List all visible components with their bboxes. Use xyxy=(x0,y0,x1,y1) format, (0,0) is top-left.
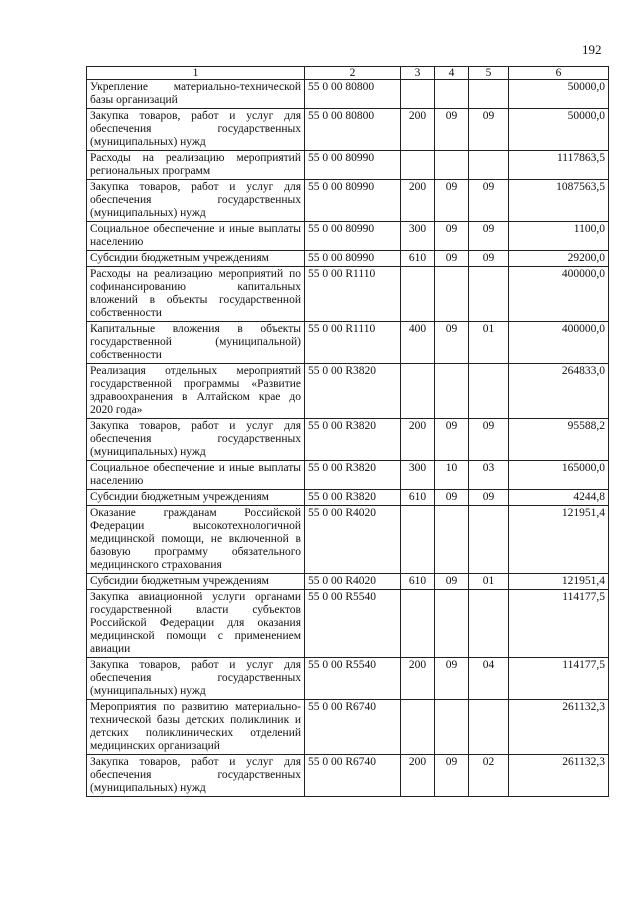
cell-code: 55 0 00 80990 xyxy=(305,180,401,222)
cell-expense-type xyxy=(401,364,435,419)
cell-amount: 114177,5 xyxy=(509,658,609,700)
cell-amount: 400000,0 xyxy=(509,267,609,322)
cell-name: Реализация отдельных мероприятий государственной программы «Развитие здравоохранения в Алтайском крае до 2020 года» xyxy=(87,364,305,419)
cell-expense-type: 400 xyxy=(401,322,435,364)
cell-subsection: 02 xyxy=(469,755,509,797)
cell-code: 55 0 00 R5540 xyxy=(305,590,401,658)
cell-subsection: 03 xyxy=(469,461,509,490)
cell-expense-type: 200 xyxy=(401,658,435,700)
header-col-4: 4 xyxy=(435,67,469,80)
cell-name: Закупка товаров, работ и услуг для обеспечения государственных (муниципальных) нужд xyxy=(87,658,305,700)
table-row xyxy=(87,222,609,251)
cell-name: Оказание гражданам Российской Федерации высокотехнологичной медицинской помощи, не включенной в базовую программу обязательного медицинского страхования xyxy=(87,506,305,574)
cell-expense-type: 610 xyxy=(401,574,435,590)
cell-section xyxy=(435,80,469,109)
cell-expense-type: 610 xyxy=(401,251,435,267)
cell-section xyxy=(435,267,469,322)
cell-code: 55 0 00 R3820 xyxy=(305,364,401,419)
cell-expense-type: 200 xyxy=(401,180,435,222)
cell-amount: 261132,3 xyxy=(509,755,609,797)
cell-section xyxy=(435,590,469,658)
cell-name: Закупка товаров, работ и услуг для обеспечения государственных (муниципальных) нужд xyxy=(87,419,305,461)
header-col-3: 3 xyxy=(401,67,435,80)
table-row xyxy=(87,267,609,322)
cell-amount: 29200,0 xyxy=(509,251,609,267)
cell-amount: 400000,0 xyxy=(509,322,609,364)
cell-section xyxy=(435,700,469,755)
header-col-2: 2 xyxy=(305,67,401,80)
table-row xyxy=(87,151,609,180)
cell-subsection: 09 xyxy=(469,222,509,251)
cell-subsection xyxy=(469,700,509,755)
table-row xyxy=(87,658,609,700)
header-col-5: 5 xyxy=(469,67,509,80)
cell-subsection xyxy=(469,506,509,574)
table-row xyxy=(87,461,609,490)
cell-section: 09 xyxy=(435,322,469,364)
cell-subsection: 01 xyxy=(469,574,509,590)
cell-section: 09 xyxy=(435,574,469,590)
cell-amount: 50000,0 xyxy=(509,109,609,151)
cell-amount: 121951,4 xyxy=(509,506,609,574)
cell-amount: 1117863,5 xyxy=(509,151,609,180)
cell-subsection: 09 xyxy=(469,109,509,151)
cell-section: 09 xyxy=(435,419,469,461)
cell-code: 55 0 00 R1110 xyxy=(305,267,401,322)
cell-code: 55 0 00 R1110 xyxy=(305,322,401,364)
cell-code: 55 0 00 R6740 xyxy=(305,755,401,797)
header-col-1: 1 xyxy=(87,67,305,80)
cell-expense-type xyxy=(401,80,435,109)
cell-code: 55 0 00 R4020 xyxy=(305,574,401,590)
cell-amount: 50000,0 xyxy=(509,80,609,109)
table-row xyxy=(87,364,609,419)
cell-expense-type: 200 xyxy=(401,755,435,797)
cell-code: 55 0 00 R3820 xyxy=(305,461,401,490)
cell-section: 09 xyxy=(435,490,469,506)
header-row xyxy=(87,67,609,80)
cell-amount: 4244,8 xyxy=(509,490,609,506)
cell-expense-type: 610 xyxy=(401,490,435,506)
cell-code: 55 0 00 80800 xyxy=(305,109,401,151)
table-row xyxy=(87,574,609,590)
cell-code: 55 0 00 R3820 xyxy=(305,490,401,506)
cell-amount: 1087563,5 xyxy=(509,180,609,222)
table-row xyxy=(87,251,609,267)
cell-amount: 114177,5 xyxy=(509,590,609,658)
cell-code: 55 0 00 80990 xyxy=(305,222,401,251)
cell-name: Расходы на реализацию мероприятий региональных программ xyxy=(87,151,305,180)
table-row xyxy=(87,322,609,364)
cell-name: Закупка товаров, работ и услуг для обеспечения государственных (муниципальных) нужд xyxy=(87,755,305,797)
cell-name: Социальное обеспечение и иные выплаты населению xyxy=(87,222,305,251)
table-row xyxy=(87,755,609,797)
cell-subsection: 09 xyxy=(469,251,509,267)
cell-subsection: 09 xyxy=(469,490,509,506)
cell-section: 09 xyxy=(435,658,469,700)
cell-expense-type: 200 xyxy=(401,109,435,151)
table-row xyxy=(87,700,609,755)
cell-subsection xyxy=(469,151,509,180)
cell-expense-type: 300 xyxy=(401,461,435,490)
cell-expense-type xyxy=(401,151,435,180)
cell-code: 55 0 00 80800 xyxy=(305,80,401,109)
cell-section: 09 xyxy=(435,755,469,797)
cell-code: 55 0 00 R5540 xyxy=(305,658,401,700)
cell-amount: 1100,0 xyxy=(509,222,609,251)
cell-name: Укрепление материально-технической базы организаций xyxy=(87,80,305,109)
table-row xyxy=(87,419,609,461)
cell-subsection xyxy=(469,267,509,322)
cell-code: 55 0 00 R3820 xyxy=(305,419,401,461)
cell-section: 09 xyxy=(435,251,469,267)
table-row xyxy=(87,109,609,151)
cell-code: 55 0 00 80990 xyxy=(305,251,401,267)
table-row xyxy=(87,590,609,658)
budget-table xyxy=(86,66,609,797)
cell-amount: 121951,4 xyxy=(509,574,609,590)
cell-section: 09 xyxy=(435,109,469,151)
cell-expense-type xyxy=(401,506,435,574)
header-col-6: 6 xyxy=(509,67,609,80)
cell-expense-type: 200 xyxy=(401,419,435,461)
cell-section xyxy=(435,364,469,419)
cell-section: 10 xyxy=(435,461,469,490)
table-row xyxy=(87,506,609,574)
cell-code: 55 0 00 R6740 xyxy=(305,700,401,755)
cell-code: 55 0 00 80990 xyxy=(305,151,401,180)
table-row xyxy=(87,80,609,109)
cell-section xyxy=(435,151,469,180)
cell-section: 09 xyxy=(435,180,469,222)
cell-section: 09 xyxy=(435,222,469,251)
table-row xyxy=(87,180,609,222)
cell-amount: 264833,0 xyxy=(509,364,609,419)
cell-amount: 165000,0 xyxy=(509,461,609,490)
cell-name: Капитальные вложения в объекты государственной (муниципальной) собственности xyxy=(87,322,305,364)
cell-subsection: 09 xyxy=(469,419,509,461)
cell-name: Социальное обеспечение и иные выплаты населению xyxy=(87,461,305,490)
cell-code: 55 0 00 R4020 xyxy=(305,506,401,574)
cell-name: Мероприятия по развитию материально-технической базы детских поликлиник и детских поликлинических отделений медицинских организаций xyxy=(87,700,305,755)
cell-subsection xyxy=(469,80,509,109)
cell-amount: 95588,2 xyxy=(509,419,609,461)
cell-subsection: 04 xyxy=(469,658,509,700)
cell-name: Закупка товаров, работ и услуг для обеспечения государственных (муниципальных) нужд xyxy=(87,180,305,222)
cell-expense-type xyxy=(401,700,435,755)
cell-amount: 261132,3 xyxy=(509,700,609,755)
cell-subsection xyxy=(469,364,509,419)
cell-name: Закупка авиационной услуги органами государственной власти субъектов Российской Федерации для оказания медицинской помощи с применением авиации xyxy=(87,590,305,658)
cell-subsection: 01 xyxy=(469,322,509,364)
cell-name: Субсидии бюджетным учреждениям xyxy=(87,251,305,267)
page-number: 192 xyxy=(582,42,602,57)
cell-subsection xyxy=(469,590,509,658)
cell-name: Расходы на реализацию мероприятий по софинансированию капитальных вложений в объекты государственной собственности xyxy=(87,267,305,322)
cell-name: Закупка товаров, работ и услуг для обеспечения государственных (муниципальных) нужд xyxy=(87,109,305,151)
cell-expense-type xyxy=(401,267,435,322)
table-row xyxy=(87,490,609,506)
cell-name: Субсидии бюджетным учреждениям xyxy=(87,574,305,590)
cell-section xyxy=(435,506,469,574)
cell-expense-type xyxy=(401,590,435,658)
cell-subsection: 09 xyxy=(469,180,509,222)
cell-expense-type: 300 xyxy=(401,222,435,251)
cell-name: Субсидии бюджетным учреждениям xyxy=(87,490,305,506)
